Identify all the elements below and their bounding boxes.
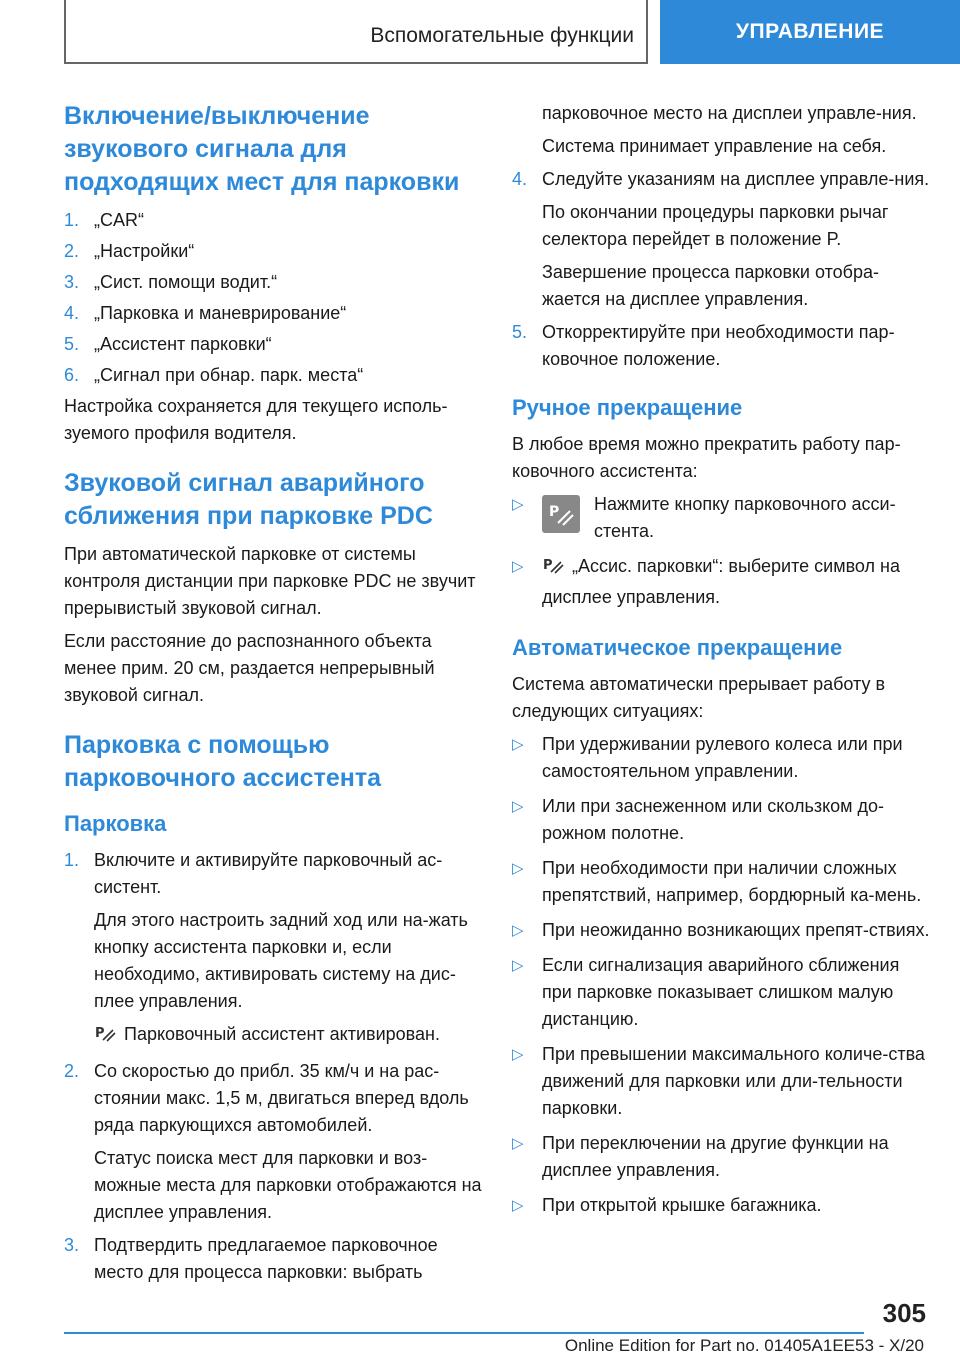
heading-sound-signal: Включение/выключение звукового сигнала для подходящих мест для парковки [64, 102, 460, 196]
list-item: 2. „Настройки“ [64, 241, 195, 261]
footer-divider [64, 1332, 864, 1334]
list-item: ▷ При удерживании рулевого колеса или при самостоятельном управлении. [512, 734, 903, 781]
auto-paragraph: Система автоматически прерывает работу в следующих ситуациях: [512, 674, 886, 721]
list-item: 4. „Парковка и маневрирование“ [64, 303, 347, 323]
heading-pdc: Звуковой сигнал аварийного сближения при парковке PDC [64, 469, 433, 530]
svg-text:P: P [549, 504, 560, 520]
svg-text:P: P [95, 1026, 105, 1041]
parking-step-3: 3. Подтвердить предлагаемое парковочное место для процесса парковки: выбрать [64, 1235, 438, 1282]
heading-parking-assistant: Парковка с помощью парковочного ассистента [64, 731, 381, 792]
parking-step-1: 1. Включите и активируйте парковочный ас-систент. Для этого настроить задний ход или на-жать кнопку ассистента парковки и, если необходимо, активировать систему на дис-плее управления. P Парковочный ассистент активирован. [64, 847, 482, 1052]
parking-step-5: 5. Откорректируйте при необходимости пар-ковочное положение. [512, 322, 895, 369]
manual-bullet-display: ▷ P „Ассис. парковки“: выберите символ на дисплее управления. [512, 556, 900, 607]
list-item: ▷ При превышении максимального количе-ства движений для парковки или дли-тельности парковки. [512, 1044, 925, 1118]
sound-steps-list [64, 207, 482, 389]
parking-step-2: 2. Со скоростью до прибл. 35 км/ч и на рас-стоянии макс. 1,5 м, двигаться вперед вдоль ряда паркующихся автомобилей. Статус поиска мест для парковки и воз-можные места для парковки отображаются на дисплее управления. [64, 1061, 482, 1222]
list-item: 1. „CAR“ [64, 210, 144, 230]
heading-manual-stop: Ручное прекращение [512, 395, 743, 420]
list-item: 6. „Сигнал при обнар. парк. места“ [64, 365, 364, 385]
svg-text:P: P [543, 558, 553, 573]
list-item: ▷ При необходимости при наличии сложных препятствий, например, бордюрный ка-мень. [512, 858, 922, 905]
header-section-title: Вспомогательные функции [370, 24, 634, 47]
header-chapter-tab: УПРАВЛЕНИЕ [660, 0, 960, 64]
list-item: 5. „Ассистент парковки“ [64, 334, 272, 354]
pdc-paragraph-2: Если расстояние до распознанного объекта менее прим. 20 см, раздается непрерывный звуковой сигнал. [64, 631, 435, 705]
list-item: ▷ Или при заснеженном или скользком до-рожном полотне. [512, 796, 885, 843]
park-assist-button-icon [542, 495, 580, 533]
page-header [0, 0, 960, 66]
left-column [64, 100, 482, 1292]
park-assist-icon [94, 1024, 118, 1052]
parking-step-3-continued: парковочное место на дисплеи управле-ния. Система принимает управление на себя. [542, 103, 917, 156]
list-item: ▷ При неожиданно возникающих препят-ствиях. [512, 920, 930, 940]
right-column [512, 100, 930, 1227]
heading-parking: Парковка [64, 811, 167, 836]
list-item: ▷ При открытой крышке багажника. [512, 1195, 822, 1215]
parking-step-4: 4. Следуйте указаниям на дисплее управле-ния. По окончании процедуры парковки рычаг селектора перейдет в положение P. Завершение процесса парковки отобра-жается на дисплее управления. [512, 169, 930, 309]
pdc-paragraph-1: При автоматической парковке от системы контроля дистанции при парковке PDC не звучит прерывистый звуковой сигнал. [64, 544, 476, 618]
auto-bullets-list [512, 731, 930, 1219]
page-number: 305 [882, 1298, 926, 1328]
heading-auto-stop: Автоматическое прекращение [512, 635, 843, 660]
sound-note: Настройка сохраняется для текущего исполь-зуемого профиля водителя. [64, 396, 448, 443]
manual-paragraph: В любое время можно прекратить работу пар-ковочного ассистента: [512, 434, 901, 481]
list-item: ▷ При переключении на другие функции на дисплее управления. [512, 1133, 889, 1180]
header-section-box [64, 0, 648, 64]
list-item: ▷ Если сигнализация аварийного сближения при парковке показывает слишком малую дистанцию. [512, 955, 900, 1029]
manual-bullet-button: ▷ P Нажмите кнопку парковочного асси-стента. [512, 494, 896, 541]
list-item: 3. „Сист. помощи водит.“ [64, 272, 278, 292]
footer-edition: Online Edition for Part no. 01405A1EE53 - X/20 [564, 1336, 924, 1355]
park-assist-icon [542, 556, 566, 584]
